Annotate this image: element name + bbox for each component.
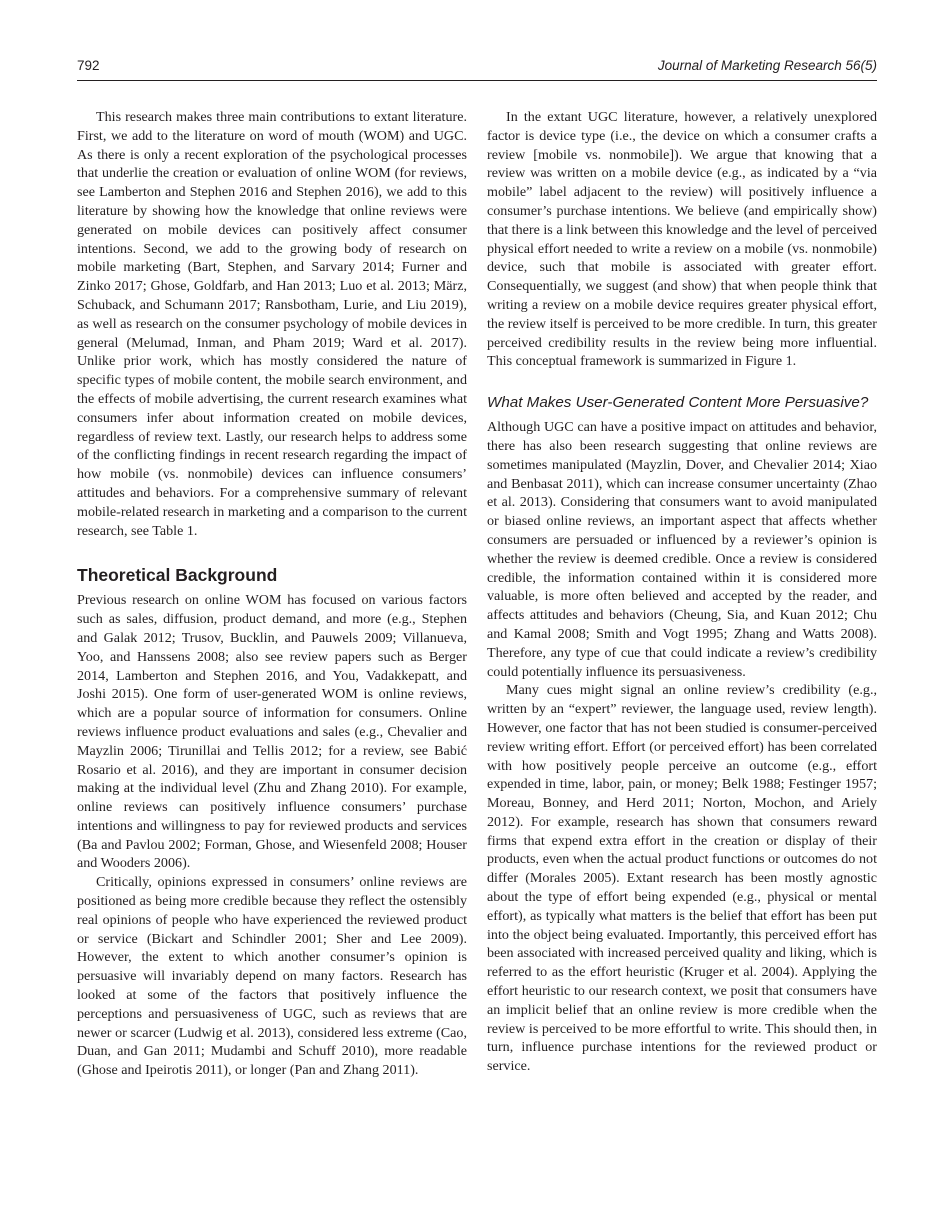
running-header xyxy=(77,58,877,80)
subsection-heading: What Makes User-Generated Content More Persuasive? xyxy=(487,394,869,412)
background-paragraph-2: Critically, opinions expressed in consumers’ online reviews are positioned as being more credible because they reflect the ostensibly real opinions of people who have experienced the reviewed product or service (Bickart and Schindler 2001; Sher and Lee 2009). However, the extent to which another consumer’s opinion is persuasive will invariably depend on many factors. Research has looked at some of the factors that positively influence the perceptions and persuasiveness of UGC, such as reviews that are newer or scarcer (Ludwig et al. 2013), considered less extreme (Cao, Duan, and Gan 2011; Mudambi and Schuff 2010), more readable (Ghose and Ipeirotis 2011), or longer (Pan and Zhang 2011). xyxy=(77,874,467,1079)
intro-paragraph: This research makes three main contributions to extant literature. First, we add to the literature on word of mouth (WOM) and UGC. As there is only a recent exploration of the psychological processes that underlie the creation or evaluation of online WOM (for reviews, see Lamberton and Stephen 2016 and Stephen 2016), we add to this literature by showing how the knowledge that online reviews were generated on mobile devices can positively affect consumer intentions. Second, we add to the growing body of research on mobile marketing (Bart, Stephen, and Sarvary 2014; Furner and Zinko 2017; Ghose, Goldfarb, and Han 2013; Luo et al. 2013; März, Schuback, and Schumann 2017; Ransbotham, Lurie, and Liu 2019), as well as research on the consumer psychology of mobile devices in general (Melumad, Inman, and Pham 2019; Ward et al. 2017). Unlike prior work, which has mostly considered the nature of specific types of mobile content, the mobile search environment, and the effects of mobile advertising, the current research examines what consumers infer about information created on mobile devices, regardless of review text. Lastly, our research helps to address some of the conflicting findings in recent research regarding the impact of how mobile (vs. nonmobile) devices can influence consumers’ attitudes and behaviors. For a comprehensive summary of relevant mobile-related research in marketing and a comparison to the current research, see Table 1. xyxy=(77,109,467,539)
left-column xyxy=(77,108,467,1080)
journal-title: Journal of Marketing Research 56(5) xyxy=(657,58,877,73)
header-rule xyxy=(77,80,877,81)
device-paragraph: In the extant UGC literature, however, a relatively unexplored factor is device type (i.e., the device on which a consumer crafts a review [mobile vs. nonmobile]). We argue that knowing that a review was written on a mobile device (e.g., as indicated by a “via mobile” label adjacent to the review) will positively influence a consumer’s purchase intentions. We believe (and empirically show) that there is a link between this knowledge and the level of perceived physical effort needed to write a review on a mobile (vs. nonmobile) device, such that mobile is associated with greater effort. Consequentially, we suggest (and show) that when people think that writing a review on a mobile device requires greater physical effort, the review itself is perceived to be more credible. In turn, this greater perceived credibility results in the review being more influential. This conceptual framework is summarized in Figure 1. xyxy=(487,109,877,370)
section-heading: Theoretical Background xyxy=(77,565,278,586)
page-number: 792 xyxy=(77,58,100,73)
persuasive-paragraph-2: Many cues might signal an online review’s credibility (e.g., written by an “expert” reviewer, the language used, review length). However, one factor that has not been studied is consumer-perceived review writing effort. Effort (or perceived effort) has been correlated with how positively people perceive an outcome (e.g., effort expended in time, labor, pain, or money; Belk 1988; Festinger 1957; Moreau, Bonney, and Herd 2011; Norton, Mochon, and Ariely 2012). For example, research has shown that consumers reward firms that expend extra effort in the creation or display of their products, even when the actual product functions or outcomes do not differ (Morales 2005). Extant research has been mostly agnostic about the type of effort being expended (e.g., physical or mental effort), as typically what matters is the belief that effort has been put into the object being evaluated. Importantly, this perceived effort has been associated with increased perceived quality and liking, which is referred to as the effort heuristic (Kruger et al. 2004). Applying the effort heuristic to our research context, we posit that consumers have an implicit belief that an online review is more credible when the review is perceived to be more effortful to write. This should then, in turn, influence purchase intentions for the reviewed product or service. xyxy=(487,682,877,1075)
background-paragraph-1: Previous research on online WOM has focused on various factors such as sales, diffusion, product demand, and more (e.g., Stephen and Galak 2012; Trusov, Bucklin, and Pauwels 2009; Villanueva, Yoo, and Hanssens 2008; also see review papers such as Berger 2014, Lamberton and Stephen 2016, and You, Vadakkepatt, and Joshi 2015). One form of user-generated WOM is online reviews, which are a popular source of information for consumers. Online reviews influence product evaluations and sales (e.g., Chevalier and Mayzlin 2006; Tirunillai and Tellis 2012; for a review, see Babić Rosario et al. 2016), and they are important in consumer decision making at the individual level (Zhu and Zhang 2010). For example, online reviews can positively influence consumers’ purchase intentions and willingness to pay for reviewed products and services (Ba and Pavlou 2002; Forman, Ghose, and Wiesenfeld 2008; Houser and Wooders 2006). xyxy=(77,592,467,872)
right-column xyxy=(487,108,877,1076)
persuasive-paragraph-1: Although UGC can have a positive impact on attitudes and behavior, there has also been research suggesting that online reviews are sometimes manipulated (Mayzlin, Dover, and Chevalier 2014; Xiao and Benbasat 2011), which can increase consumer uncertainty (Zhao et al. 2013). Considering that consumers want to avoid manipulated or biased online reviews, an important aspect that affects whether consumers are persuaded or influenced by a reviewer’s opinion is whether the review is deemed credible. Once a review is considered credible, the information contained within it is considered more valuable, is more often believed and accepted by the reader, and affects attitudes and behaviors (Cheung, Sia, and Kuan 2012; Chu and Kamal 2008; Smith and Vogt 1995; Zhang and Watts 2008). Therefore, any type of cue that could indicate a review’s credibility could potentially influence its persuasiveness. xyxy=(487,419,877,680)
